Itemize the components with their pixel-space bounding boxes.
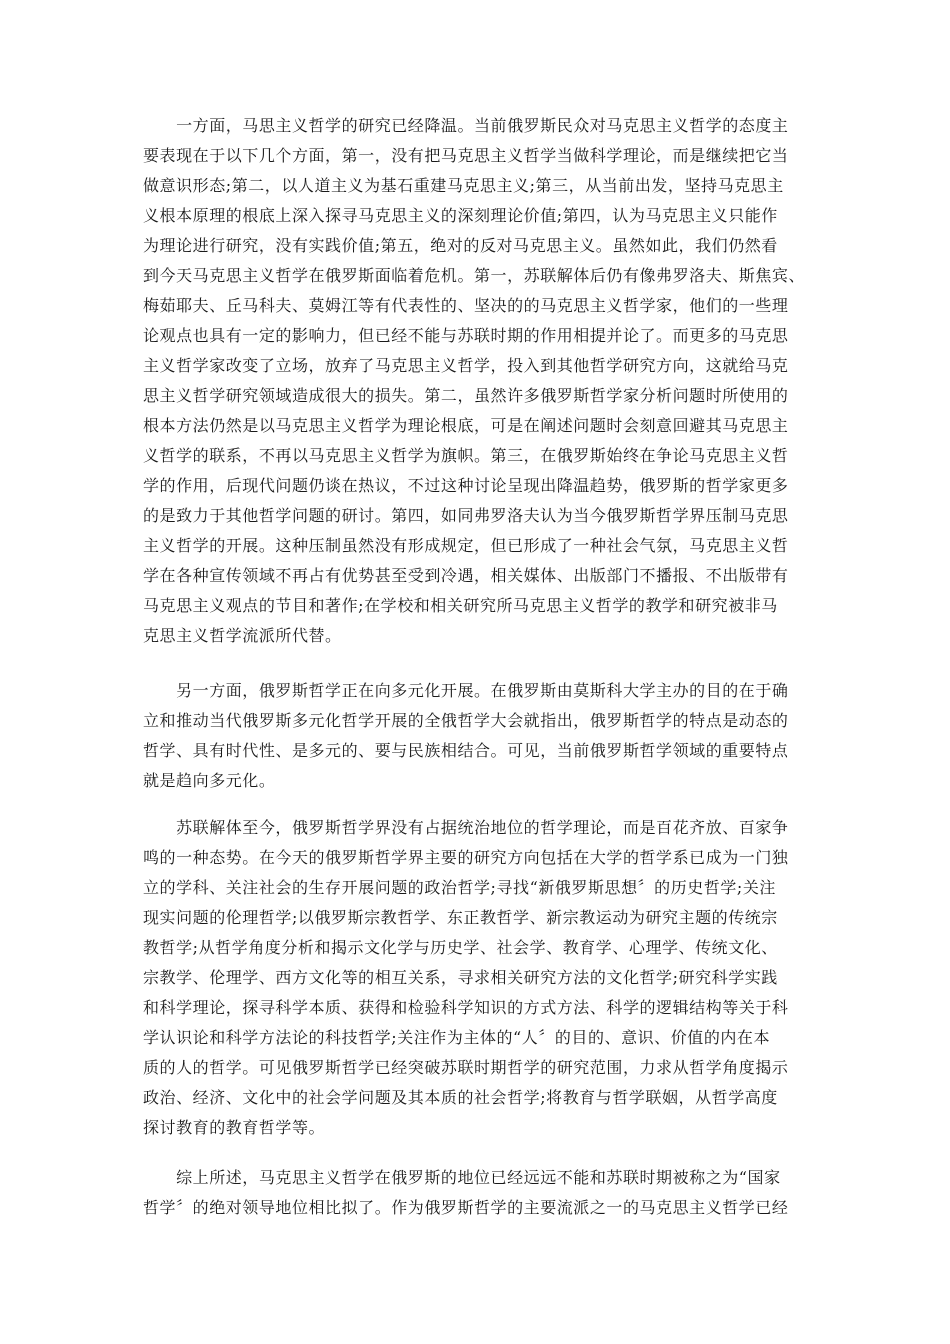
text-line: 为理论进行研究，没有实践价值;第五，绝对的反对马克思主义。虽然如此，我们仍然看 bbox=[143, 236, 778, 255]
text-line: 论观点也具有一定的影响力，但已经不能与苏联时期的作用相提并论了。而更多的马克思 bbox=[143, 326, 789, 345]
text-line: 到今天马克思主义哲学在俄罗斯面临着危机。第一，苏联解体后仍有像弗罗洛夫、斯焦宾、 bbox=[143, 266, 806, 285]
text-line: 梅茹耶夫、丘马科夫、莫姆江等有代表性的、坚决的的马克思主义哲学家，他们的一些理 bbox=[143, 296, 789, 315]
text-line: 主义哲学家改变了立场，放弃了马克思主义哲学，投入到其他哲学研究方向，这就给马克 bbox=[143, 356, 789, 375]
text-line: 主义哲学的开展。这种压制虽然没有形成规定，但已形成了一种社会气氛，马克思主义哲 bbox=[143, 536, 789, 555]
text-line: 鸣的一种态势。在今天的俄罗斯哲学界主要的研究方向包括在大学的哲学系已成为一门独 bbox=[143, 848, 789, 867]
text-line: 要表现在于以下几个方面，第一，没有把马克思主义哲学当做科学理论，而是继续把它当 bbox=[143, 146, 789, 165]
text-line: 学在各种宣传领域不再占有优势甚至受到冷遇，相关媒体、出版部门不播报、不出版带有 bbox=[143, 566, 789, 585]
text-line: 教哲学;从哲学角度分析和揭示文化学与历史学、社会学、教育学、心理学、传统文化、 bbox=[143, 938, 778, 957]
text-line: 一方面，马思主义哲学的研究已经降温。当前俄罗斯民众对马克思主义哲学的态度主 bbox=[143, 116, 789, 135]
text-line: 哲学、具有时代性、是多元的、要与民族相结合。可见，当前俄罗斯哲学领域的重要特点 bbox=[143, 741, 789, 760]
text-line: 宗教学、伦理学、西方文化等的相互关系，寻求相关研究方法的文化哲学;研究科学实践 bbox=[143, 968, 778, 987]
text-line: 的是致力于其他哲学问题的研讨。第四，如同弗罗洛夫认为当今俄罗斯哲学界压制马克思 bbox=[143, 506, 789, 525]
text-line: 哲学〞的绝对领导地位相比拟了。作为俄罗斯哲学的主要流派之一的马克思主义哲学已经 bbox=[143, 1198, 789, 1217]
paragraph-2 bbox=[143, 676, 803, 796]
text-line: 和科学理论，探寻科学本质、获得和检验科学知识的方式方法、科学的逻辑结构等关于科 bbox=[143, 998, 789, 1017]
text-line: 义根本原理的根底上深入探寻马克思主义的深刻理论价值;第四，认为马克思主义只能作 bbox=[143, 206, 778, 225]
text-line: 根本方法仍然是以马克思主义哲学为理论根底，可是在阐述问题时会刻意回避其马克思主 bbox=[143, 416, 789, 435]
text-line: 综上所述，马克思主义哲学在俄罗斯的地位已经远远不能和苏联时期被称之为“国家 bbox=[143, 1168, 781, 1187]
text-line: 马克思主义观点的节目和著作;在学校和相关研究所马克思主义哲学的教学和研究被非马 bbox=[143, 596, 778, 615]
text-line: 义哲学的联系，不再以马克思主义哲学为旗帜。第三，在俄罗斯始终在争论马克思主义哲 bbox=[143, 446, 789, 465]
text-line: 苏联解体至今，俄罗斯哲学界没有占据统治地位的哲学理论，而是百花齐放、百家争 bbox=[143, 818, 789, 837]
text-line: 现实问题的伦理哲学;以俄罗斯宗教哲学、东正教哲学、新宗教运动为研究主题的传统宗 bbox=[143, 908, 778, 927]
text-line: 学的作用，后现代问题仍谈在热议，不过这种讨论呈现出降温趋势，俄罗斯的哲学家更多 bbox=[143, 476, 789, 495]
text-line: 思主义哲学研究领域造成很大的损失。第二，虽然许多俄罗斯哲学家分析问题时所使用的 bbox=[143, 386, 789, 405]
paragraph-3 bbox=[143, 813, 803, 1143]
text-line: 克思主义哲学流派所代替。 bbox=[143, 626, 342, 645]
text-line: 学认识论和科学方法论的科技哲学;关注作为主体的“人〞的目的、意识、价值的内在本 bbox=[143, 1028, 771, 1047]
paragraph-4 bbox=[143, 1163, 803, 1223]
text-line: 立和推动当代俄罗斯多元化哲学开展的全俄哲学大会就指出，俄罗斯哲学的特点是动态的 bbox=[143, 711, 789, 730]
text-line: 做意识形态;第二，以人道主义为基石重建马克思主义;第三，从当前出发，坚持马克思主 bbox=[143, 176, 784, 195]
text-line: 探讨教育的教育哲学等。 bbox=[143, 1118, 326, 1137]
text-line: 就是趋向多元化。 bbox=[143, 771, 276, 790]
text-line: 政治、经济、文化中的社会学问题及其本质的社会哲学;将教育与哲学联姻，从哲学高度 bbox=[143, 1088, 778, 1107]
paragraph-1 bbox=[143, 111, 806, 651]
text-line: 立的学科、关注社会的生存开展问题的政治哲学;寻找“新俄罗斯思想〞的历史哲学;关注 bbox=[143, 878, 776, 897]
text-line: 另一方面，俄罗斯哲学正在向多元化开展。在俄罗斯由莫斯科大学主办的目的在于确 bbox=[143, 681, 789, 700]
text-line: 质的人的哲学。可见俄罗斯哲学已经突破苏联时期哲学的研究范围，力求从哲学角度揭示 bbox=[143, 1058, 789, 1077]
